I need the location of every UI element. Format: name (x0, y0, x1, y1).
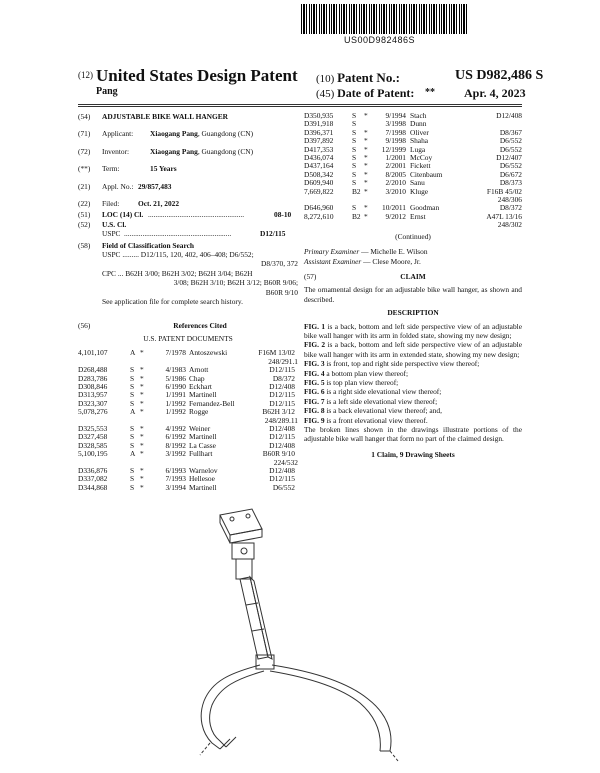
reference-number: 8,272,610 (304, 211, 334, 221)
reference-date: 4/1983 (165, 365, 186, 375)
figure-text: is top plan view thereof; (324, 377, 399, 387)
design-title: ADJUSTABLE BIKE WALL HANGER (102, 112, 229, 121)
reference-kind: S (130, 432, 135, 442)
reference-date: 9/2012 (385, 211, 406, 221)
reference-row (78, 349, 298, 357)
figure-text: is a right side elevational view thereof; (324, 387, 442, 397)
reference-class: D6/552 (499, 136, 522, 146)
figure-text: is a back, bottom and left side perspective view of an adjustable bike wall hanger with its arm in extended state, showing my new design; (304, 340, 522, 359)
figure-number: FIG. 3 (304, 359, 325, 369)
barcode (301, 4, 469, 34)
figure-description (304, 378, 522, 387)
field-52: (52) U.S. Cl. (78, 219, 127, 229)
reference-class: D12/407 (496, 153, 522, 163)
reference-kind: S (130, 398, 135, 408)
figure-text: is a left side elevational view thereof; (324, 396, 438, 406)
reference-number: D327,458 (78, 432, 108, 442)
reference-class: A47L 13/16 (486, 211, 522, 221)
reference-number: D646,960 (304, 203, 334, 213)
field-58: (58) Field of Classification Search (78, 240, 195, 250)
reference-number: 5,100,195 (78, 449, 108, 459)
figure-number: FIG. 2 (304, 340, 326, 350)
claims-count: 1 Claim, 9 Drawing Sheets (371, 449, 455, 459)
figure-number: FIG. 5 (304, 377, 325, 387)
field-71: (71) Applicant: Xiaogang Pang, Guangdong (CN) (78, 129, 254, 139)
reference-kind: B2 (352, 186, 361, 196)
reference-class: D6/672 (499, 169, 522, 179)
figure-description (304, 359, 522, 368)
reference-number: D609,940 (304, 178, 334, 188)
reference-star: * (140, 466, 144, 475)
reference-star: * (364, 111, 368, 120)
reference-name: Martinell (189, 391, 217, 400)
reference-class: D8/367 (499, 127, 522, 137)
reference-row (78, 391, 298, 399)
reference-number: D508,342 (304, 169, 334, 179)
reference-name: Eckhart (189, 382, 212, 391)
reference-row (78, 383, 298, 391)
reference-name: Fernandez-Bell (189, 399, 235, 408)
reference-number: D350,935 (304, 111, 334, 120)
reference-date: 7/1998 (385, 127, 406, 137)
reference-class: D12/115 (269, 365, 295, 375)
reference-row (304, 171, 522, 179)
header-rule-2 (78, 106, 522, 107)
field-72: (72) Inventor: Xiaogang Pang, Guangdong (CN) (78, 146, 254, 156)
reference-number: D391,918 (304, 119, 334, 129)
reference-kind: S (130, 390, 135, 400)
reference-number: D397,892 (304, 136, 334, 146)
reference-date: 1/1991 (165, 390, 186, 400)
reference-row (304, 213, 522, 221)
publication-number: US00D982486S (344, 35, 416, 45)
reference-row (304, 154, 522, 162)
reference-row (78, 366, 298, 374)
claim-heading: CLAIM (400, 271, 426, 281)
continued-note: (Continued) (395, 231, 431, 241)
label-12: (12) (78, 70, 93, 80)
reference-kind: S (352, 178, 357, 188)
reference-star: * (364, 136, 368, 146)
figure-description (304, 416, 522, 425)
reference-name: Stach (410, 112, 427, 120)
figure-number: FIG. 4 (304, 368, 325, 378)
reference-name: Weiner (189, 424, 211, 433)
reference-kind: S (130, 381, 135, 391)
figure-text: is a back elevational view thereof; and, (324, 406, 442, 416)
field-57: (57) CLAIM (304, 272, 522, 281)
field-56: (56) References Cited (78, 321, 298, 330)
reference-class: D12/408 (269, 466, 295, 475)
reference-row (304, 188, 522, 196)
left-column (78, 112, 298, 492)
reference-name: Ernst (410, 212, 426, 221)
field-58-cpc-cont2: B60R 9/10 (265, 287, 298, 297)
reference-row (78, 475, 298, 483)
reference-kind: S (130, 440, 135, 450)
reference-number: 4,101,107 (78, 348, 108, 358)
reference-row (78, 425, 298, 433)
reference-row (304, 146, 522, 154)
reference-row (78, 433, 298, 441)
figure-description (304, 397, 522, 406)
reference-star: * (364, 186, 368, 196)
reference-kind: S (352, 111, 357, 120)
reference-number: D417,353 (304, 144, 334, 154)
reference-row (304, 120, 522, 128)
reference-date: 5/1986 (165, 373, 186, 383)
references-heading: References Cited (173, 320, 227, 330)
reference-name: La Casse (189, 441, 216, 450)
reference-date: 8/1992 (165, 440, 186, 450)
field-58-cpc: CPC ... B62H 3/00; B62H 3/02; B62H 3/04; B62H (102, 268, 253, 278)
patent-number: US D982,486 S (455, 68, 544, 83)
reference-number: D328,585 (78, 440, 108, 450)
reference-date: 1/1992 (165, 398, 186, 408)
reference-number: D308,846 (78, 381, 108, 391)
reference-star: * (364, 144, 368, 154)
reference-kind: B2 (352, 211, 361, 221)
reference-class: D12/115 (269, 432, 295, 442)
date-stars: ** (425, 87, 435, 98)
reference-class: D12/408 (269, 423, 295, 433)
claim-text: The ornamental design for an adjustable bike wall hanger, as shown and described. (304, 285, 522, 304)
reference-date: 1/1992 (165, 407, 186, 417)
reference-class-cont: 224/532 (273, 457, 298, 467)
reference-name: Hellesoe (189, 475, 215, 484)
reference-class-cont: 248/306 (497, 195, 522, 205)
reference-class-cont: 248/291.1 (268, 356, 298, 366)
bike-hanger-drawing (190, 505, 420, 763)
document-title: United States Design Patent (96, 66, 298, 85)
reference-name: Rogge (189, 408, 209, 417)
reference-class: B60R 9/10 (262, 449, 295, 459)
reference-row (304, 129, 522, 137)
reference-kind: S (130, 482, 135, 492)
reference-row (304, 137, 522, 145)
reference-number: D336,876 (78, 466, 108, 475)
figure-description (304, 387, 522, 396)
reference-row (78, 484, 298, 492)
header-rule (78, 104, 522, 105)
reference-name: Martinell (189, 483, 217, 492)
reference-star: * (364, 153, 368, 163)
reference-star: * (140, 432, 144, 442)
reference-date: 3/1998 (385, 119, 406, 129)
reference-date: 8/2005 (385, 169, 406, 179)
reference-date: 9/1994 (385, 111, 406, 120)
reference-class: F16B 45/02 (486, 186, 522, 196)
reference-class: D6/552 (499, 144, 522, 154)
reference-row (304, 162, 522, 170)
figure-number: FIG. 7 (304, 396, 325, 406)
assistant-examiner: Assistant Examiner — Clese Moore, Jr. (304, 256, 421, 266)
reference-kind: S (130, 365, 135, 375)
figure-description (304, 340, 522, 359)
references-subheading: U.S. PATENT DOCUMENTS (143, 333, 233, 343)
left-references-list (78, 349, 298, 492)
reference-number: D283,786 (78, 373, 108, 383)
figure-text: is front, top and right side perspective view thereof; (324, 359, 480, 369)
description-heading: DESCRIPTION (387, 308, 439, 318)
reference-class-cont: 248/302 (497, 220, 522, 230)
field-58-uspc: USPC ......... D12/115, 120, 402, 406–408; D6/552; (102, 250, 254, 260)
reference-name: Warnelov (189, 467, 218, 475)
primary-examiner: Primary Examiner — Michelle E. Wilson (304, 247, 428, 257)
reference-number: D268,488 (78, 365, 108, 375)
reference-kind: S (352, 153, 357, 163)
reference-kind: S (352, 127, 357, 137)
reference-class: B62H 3/12 (262, 407, 295, 417)
reference-name: Shaha (410, 137, 429, 146)
reference-date: 4/1992 (165, 423, 186, 433)
reference-class: D8/372 (272, 373, 295, 383)
date-label: (45) Date of Patent: (316, 86, 415, 100)
reference-date: 7/1993 (165, 474, 186, 484)
field-51: (51) LOC (14) Cl. .................................................... 08-10 (78, 210, 292, 220)
reference-kind: S (130, 423, 135, 433)
figure-number: FIG. 1 (304, 321, 326, 331)
reference-number: D337,082 (78, 474, 108, 484)
reference-star: * (140, 398, 144, 408)
right-column (304, 112, 522, 459)
reference-row (304, 112, 522, 120)
figure-number: FIG. 6 (304, 387, 325, 397)
field-22: (22) Filed: Oct. 21, 2022 (78, 199, 180, 209)
reference-star: * (364, 211, 368, 221)
reference-date: 3/2010 (385, 186, 406, 196)
field-54: (54) ADJUSTABLE BIKE WALL HANGER (78, 112, 229, 121)
reference-number: D437,164 (304, 161, 334, 171)
reference-kind: S (352, 119, 357, 129)
reference-date: 10/2011 (382, 203, 406, 213)
right-references-list (304, 112, 522, 230)
figure-number: FIG. 8 (304, 406, 325, 416)
reference-name: Dunn (410, 120, 427, 129)
figure-description (304, 369, 522, 378)
reference-star: * (140, 407, 144, 417)
reference-class: D12/408 (269, 440, 295, 450)
figure-text: a bottom plan view thereof; (324, 368, 409, 378)
reference-date: 3/1992 (165, 449, 186, 459)
reference-number: 5,078,276 (78, 407, 108, 417)
reference-number: D325,553 (78, 423, 108, 433)
figure-text: is a front elevational view thereof. (324, 415, 428, 425)
reference-kind: S (352, 136, 357, 146)
reference-name: Goodman (410, 204, 440, 213)
reference-date: 6/1992 (165, 432, 186, 442)
reference-number: 7,669,822 (304, 186, 334, 196)
reference-star: * (364, 169, 368, 179)
figure-description (304, 322, 522, 341)
reference-kind: A (130, 449, 136, 459)
reference-date: 1/2001 (385, 153, 406, 163)
reference-class: D12/408 (496, 111, 522, 120)
reference-row (78, 467, 298, 475)
reference-kind: S (352, 169, 357, 179)
reference-date: 9/1998 (385, 136, 406, 146)
reference-name: Oliver (410, 128, 429, 137)
figure-number: FIG. 9 (304, 415, 325, 425)
reference-star: * (140, 482, 144, 492)
reference-kind: S (352, 203, 357, 213)
reference-star: * (364, 203, 368, 213)
field-58-see: See application file for complete search history. (102, 297, 243, 307)
reference-class: F16M 13/02 (258, 348, 295, 358)
reference-name: McCoy (410, 154, 433, 163)
reference-class: D12/115 (269, 398, 295, 408)
reference-class: D12/408 (269, 381, 295, 391)
reference-number: D323,307 (78, 398, 108, 408)
reference-kind: A (130, 348, 136, 358)
reference-star: * (364, 127, 368, 137)
reference-kind: A (130, 407, 136, 417)
broken-lines-note: The broken lines shown in the drawings illustrate portions of the adjustable bike wall hanger that form no part of the claimed design. (304, 425, 522, 444)
reference-date: 7/1978 (165, 348, 186, 358)
field-58-uspc-cont: D8/370, 372 (261, 259, 298, 269)
reference-name: Kluge (410, 187, 429, 196)
reference-class: D8/373 (499, 178, 522, 188)
reference-kind: S (130, 474, 135, 484)
figure-text: is a back, bottom and left side perspective view of an adjustable bike wall hanger with its arm in folded state, showing my new design; (304, 321, 522, 340)
reference-number: D396,371 (304, 127, 334, 137)
figure-description (304, 406, 522, 415)
reference-kind: S (130, 373, 135, 383)
figure-descriptions (304, 322, 522, 425)
reference-kind: S (352, 144, 357, 154)
reference-number: D436,074 (304, 153, 334, 163)
reference-date: 3/1994 (165, 482, 186, 492)
field-58-cpc-cont: 3/08; B62H 3/10; B62H 3/12; B60R 9/06; (173, 278, 298, 288)
reference-row (78, 375, 298, 383)
patent-number-label: (10) Patent No.: (316, 70, 400, 85)
reference-name: Fullhart (189, 450, 213, 459)
reference-name: Luga (410, 145, 426, 154)
reference-star: * (140, 365, 144, 375)
reference-name: Fickett (410, 162, 431, 171)
reference-name: Citenbaum (410, 170, 443, 179)
reference-class: D6/552 (499, 161, 522, 171)
inventor-surname: Pang (96, 86, 118, 97)
reference-star: * (364, 161, 368, 171)
reference-row (78, 450, 298, 458)
reference-star: * (364, 178, 368, 188)
reference-star: * (140, 440, 144, 450)
reference-star: * (140, 390, 144, 400)
reference-name: Sanu (410, 179, 425, 188)
field-52-uspc: USPC .......................................................... D12/115 (102, 229, 286, 239)
reference-number: D344,868 (78, 482, 108, 492)
reference-date: 2/2010 (385, 178, 406, 188)
reference-star: * (140, 449, 144, 459)
reference-name: Chap (189, 374, 205, 383)
reference-name: Martinell (189, 433, 217, 442)
reference-class: D12/115 (269, 474, 295, 484)
reference-date: 2/2001 (385, 161, 406, 171)
reference-class: D12/115 (269, 390, 295, 400)
reference-class-cont: 248/289.11 (264, 415, 298, 425)
reference-date: 6/1993 (165, 466, 186, 475)
patent-date: Apr. 4, 2023 (464, 86, 526, 100)
reference-star: * (140, 348, 144, 358)
reference-star: * (140, 423, 144, 433)
field-21: (21) Appl. No.: 29/857,483 (78, 181, 172, 191)
reference-kind: S (352, 161, 357, 171)
reference-date: 6/1990 (165, 381, 186, 391)
reference-star: * (140, 381, 144, 391)
reference-name: Antoszewski (189, 349, 228, 358)
reference-date: 12/1999 (381, 144, 406, 154)
field-term: (**) Term: 15 Years (78, 164, 177, 174)
reference-star: * (140, 474, 144, 484)
reference-name: Arnott (189, 366, 209, 375)
reference-number: D313,957 (78, 390, 108, 400)
reference-class: D6/552 (272, 482, 295, 492)
reference-kind: S (130, 466, 135, 475)
reference-class: D8/372 (499, 203, 522, 213)
reference-star: * (140, 373, 144, 383)
